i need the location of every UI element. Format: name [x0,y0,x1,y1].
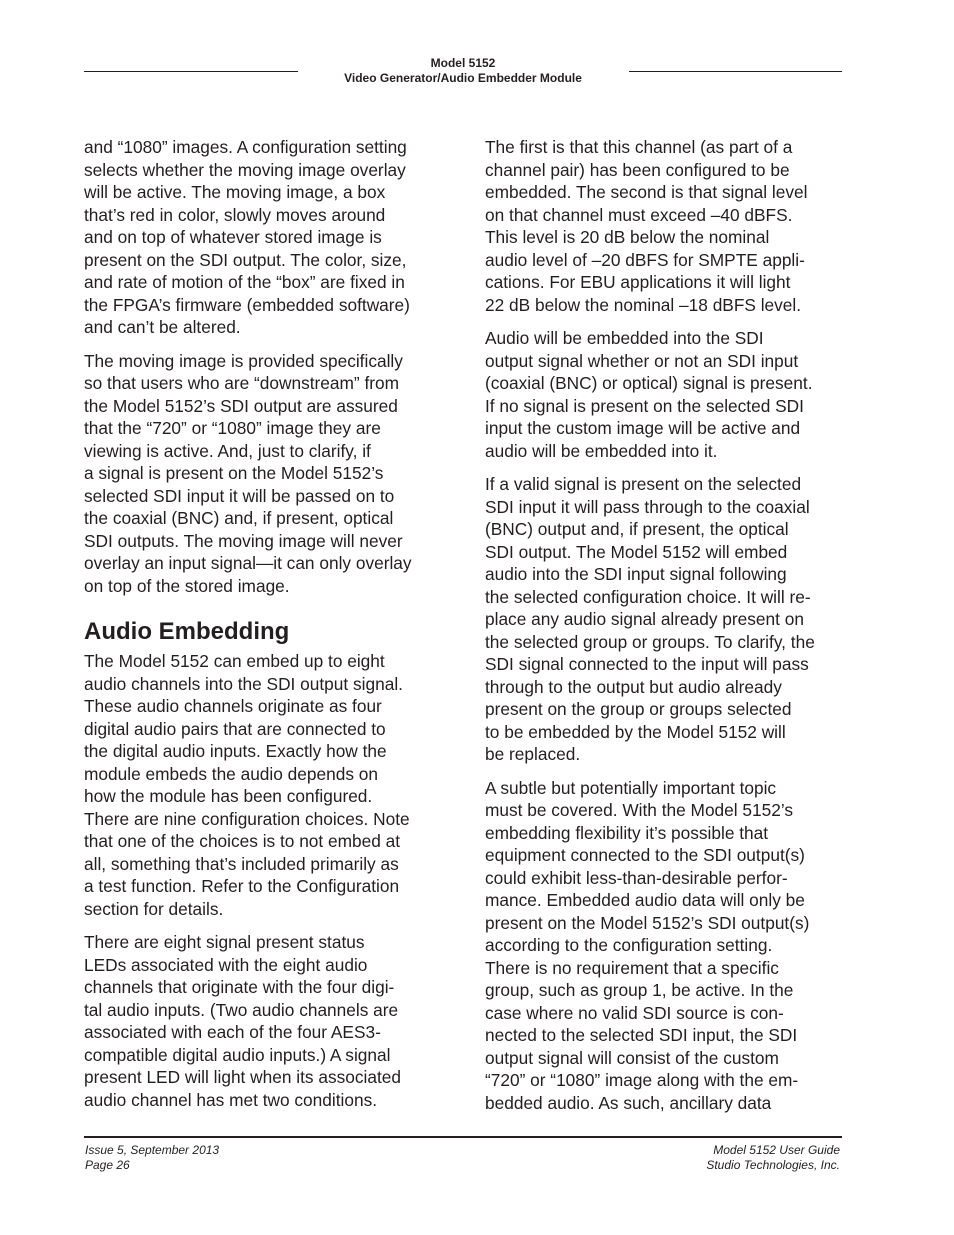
footer-issue: Issue 5, September 2013 [85,1143,220,1157]
paragraph: The moving image is provided specifically so that users who are “downstream” from the Model 5152’s SDI output are assured that the “720” or “1080” image they are viewing is active. And, just to clarify, if a signal is present on the Model 5152’s selected SDI input it will be passed on to the coaxial (BNC) and, if present, optical SDI outputs. The moving image will never overlay an input signal—it can only overlay on top of the stored image. [84,350,412,596]
paragraph: Audio will be embedded into the SDI output signal whether or not an SDI input (coaxial (BNC) or optical) signal is present. If no signal is present on the selected SDI input the custom image will be active and audio will be embedded into it. [485,328,813,461]
running-header [300,56,626,86]
left-column [84,136,442,1111]
footer-left [85,1143,219,1173]
paragraph: The first is that this channel (as part of a channel pair) has been configured to be embedded. The second is that signal level on that channel must exceed –40 dBFS. This level is 20 dB below the nominal audio level of –20 dBFS for SMPTE appli- cations. For EBU applications it will light 22 dB below the nominal –18 dBFS level. [485,137,808,315]
section-heading: Audio Embedding [84,618,290,645]
footer-page-number: Page 26 [85,1158,130,1172]
header-rule-right [629,71,842,72]
paragraph: and “1080” images. A configuration setting selects whether the moving image overlay will be active. The moving image, a box that’s red in color, slowly moves around and on top of whatever stored image is present on the SDI output. The color, size, and rate of motion of the “box” are fixed in the FPGA’s firmware (embedded software) and can’t be altered. [84,137,410,337]
header-rule-left [84,71,298,72]
footer-guide-title: Model 5152 User Guide [713,1143,840,1157]
footer-rule [84,1136,842,1138]
paragraph: If a valid signal is present on the selected SDI input it will pass through to the coaxial (BNC) output and, if present, the optical SDI output. The Model 5152 will embed audio into the SDI input signal following the selected configuration choice. It will re- place any audio signal already present on the selected group or groups. To clarify, the SDI signal connected to the input will pass through to the output but audio already present on the group or groups selected to be embedded by the Model 5152 will be replaced. [485,474,815,764]
header-model: Model 5152 [430,56,496,70]
right-column [485,136,843,1114]
header-subtitle: Video Generator/Audio Embedder Module [344,71,582,85]
footer-right [706,1143,840,1173]
paragraph: The Model 5152 can embed up to eight audio channels into the SDI output signal. These audio channels originate as four digital audio pairs that are connected to the digital audio inputs. Exactly how the module embeds the audio depends on how the module has been configured. There are nine configuration choices. Note that one of the choices is to not embed at all, something that’s included primarily as a test function. Refer to the Configuration section for details. [84,651,410,919]
paragraph: There are eight signal present status LEDs associated with the eight audio channels that originate with the four digi- tal audio inputs. (Two audio channels are associated with each of the four AES3- compatible digital audio inputs.) A signal present LED will light when its associated audio channel has met two conditions. [84,932,401,1110]
footer-company: Studio Technologies, Inc. [706,1158,840,1172]
paragraph: A subtle but potentially important topic must be covered. With the Model 5152’s embedding flexibility it’s possible that equipment connected to the SDI output(s) could exhibit less-than-desirable perfor- mance. Embedded audio data will only be present on the Model 5152’s SDI output(s) according to the configuration setting. There is no requirement that a specific group, such as group 1, be active. In the case where no valid SDI source is con- nected to the selected SDI input, the SDI output signal will consist of the custom “720” or “1080” image along with the em- bedded audio. As such, ancillary data [485,777,810,1113]
